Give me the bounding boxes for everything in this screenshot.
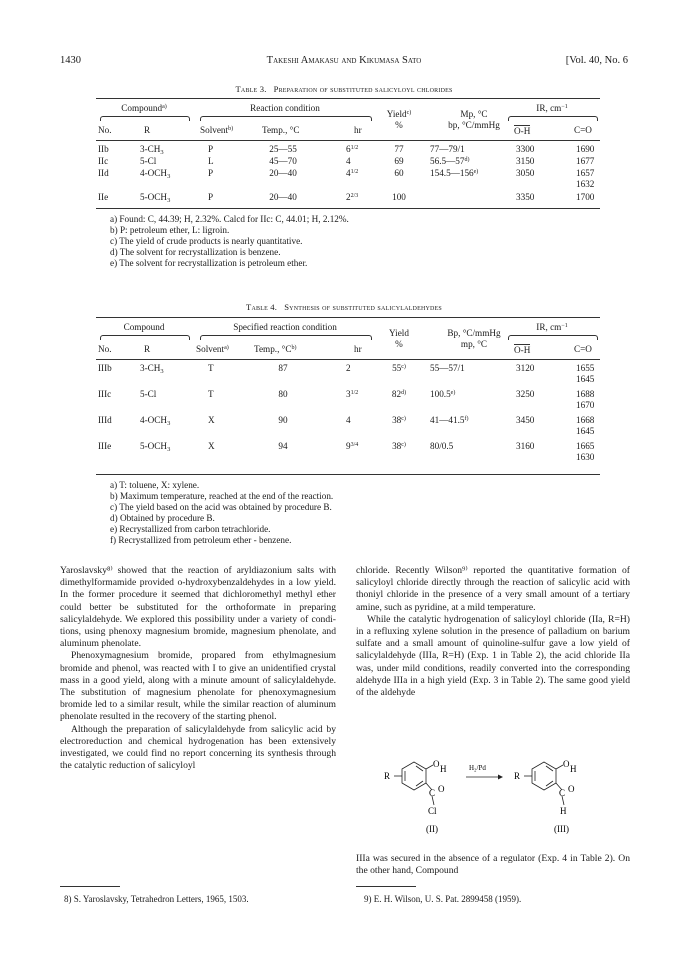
scheme-o2-left: O — [438, 784, 445, 794]
t3-head-bp: bp, °C/mmHg — [448, 120, 500, 130]
table-cell-r: 5-Cl — [140, 156, 157, 166]
table-cell-co: 1688 — [576, 389, 595, 399]
table-cell-temp: 90 — [278, 415, 288, 425]
t3-head-r: R — [144, 125, 151, 135]
table-cell-hr: $4^{1/2}$ — [346, 168, 359, 178]
paragraph: Phenoxymagnesium bromide, propared from ethylmagnesium bromide and phenol, was reacted with I to give an unidentified crystal mass in a good yield, along with a minute amount of salicylaldehyde. The substitution of magnesium phenolate for phenoxymagnesium bromide led to a similar result, while the similar reaction of aluminum phenolate resulted in the recovery of the starting phenol. — [60, 650, 336, 723]
table3-notes — [110, 214, 349, 269]
table4-mid-rule — [96, 359, 600, 360]
t3-head-hr: hr — [354, 125, 362, 135]
t3-head-solvent: Solvent$^{b)}$ — [200, 125, 234, 135]
table-cell-solvent: T — [208, 363, 214, 373]
table-cell-mpbp: 56.5—57$^{d)}$ — [430, 156, 470, 166]
table-cell-hr: $2^{2/3}$ — [346, 192, 359, 202]
table-cell-hr: $9^{3/4}$ — [346, 441, 359, 451]
scheme-c-left: C — [429, 788, 436, 798]
t4-head-reaction: Specified reaction condition — [233, 322, 337, 332]
scheme-o-right: O — [563, 759, 570, 769]
table4-bottom-rule — [96, 474, 600, 475]
table-cell-bp: 100.5$^{e)}$ — [430, 389, 456, 399]
table-cell-co: 1655 — [576, 363, 595, 373]
table-cell-no: IIId — [98, 415, 112, 425]
t3-head-ir: IR, $cm^{-1}$ — [536, 103, 568, 113]
table4-note: f) Recrystallized from petroleum ether - benzene. — [110, 535, 292, 545]
t4-head-compound: Compound — [123, 322, 165, 332]
table-cell-yield: 55$^{c)}$ — [392, 363, 406, 373]
table-cell-yield: 82$^{d)}$ — [391, 389, 407, 399]
table3-note: d) The solvent for recrystallization is benzene. — [110, 247, 281, 257]
paragraph: Yaroslavsky⁸⁾ showed that the reaction of aryldiazonium salts with dimethylformamide provided o-hydroxybenzaldehydes in a low yield. In the former procedure it seemed that dichloromethyl methyl ether could better be substituted for the orthoformate in preparing salicylaldehyde. We explored this possibility under a variety of conditions, using phenoxy magnesium bromide, magnesium phenolate, and aluminum phenolate. — [60, 565, 336, 650]
scheme-h-left: H — [440, 764, 447, 774]
reaction-scheme — [356, 756, 630, 850]
table-cell-temp: 25—55 — [269, 144, 297, 154]
scheme-cl: Cl — [428, 806, 437, 816]
table3-caption — [0, 84, 688, 94]
table-cell-co: 1700 — [576, 192, 595, 202]
table3-caption-title: Preparation of substituted salicyloyl chlorides — [273, 84, 453, 94]
table-cell-yield: 60 — [394, 168, 404, 178]
table-cell-temp: 87 — [278, 363, 288, 373]
table4-top-rule — [96, 317, 600, 318]
table-cell-solvent: L — [208, 156, 214, 166]
table-cell-r: $4-OCH_3$ — [140, 168, 171, 180]
table-cell-co: 1645 — [576, 426, 595, 436]
table-cell-r: $3-CH_3$ — [140, 144, 164, 156]
table-cell-solvent: P — [208, 192, 214, 202]
table-cell-no: IIIc — [98, 389, 112, 399]
t3-head-temp: Temp., °C — [262, 125, 300, 135]
table-cell-hr: 2 — [346, 363, 351, 373]
table3-note: a) Found: C, 44.39; H, 2.32%. Calcd for IIc: C, 44.01; H, 2.12%. — [110, 214, 349, 224]
paragraph: Although the preparation of salicylaldehyde from salicylic acid by electroreduction and chemical hydrogenation has been extensively investigated, we could find no report concerning its synthesis through the catalytic reduction of salicyloyl — [60, 723, 336, 772]
t4-head-temp: Temp., $^\circ C^{b)}$ — [254, 344, 297, 354]
table-cell-co: 1677 — [576, 156, 595, 166]
t4-head-bp: Bp, °C/mmHg — [447, 328, 501, 338]
table4-caption-label: Table 4. — [246, 302, 278, 312]
table-cell-yield: 38$^{c)}$ — [392, 441, 406, 451]
table3-body — [96, 144, 600, 204]
table-cell-oh: 3160 — [516, 441, 535, 451]
benzene-ring-right — [524, 762, 564, 805]
scheme-label-left: (II) — [426, 824, 438, 834]
table-cell-co: 1668 — [576, 415, 595, 425]
table-cell-yield: 77 — [394, 144, 404, 154]
paragraph: chloride. Recently Wilson⁹⁾ reported the quantitative formation of salicyloyl chloride directly through the reaction of salicylic acid with thoniyl chloride in the presence of a very small amount of a tertiary amine, such as pyridine, at a mild temperature. — [356, 565, 630, 613]
table-cell-bp: 55—57/1 — [430, 363, 465, 373]
table-cell-mpbp: 154.5—156$^{e)}$ — [430, 168, 479, 178]
t4-head-no: No. — [98, 344, 112, 354]
table-cell-r: $5-OCH_3$ — [140, 192, 171, 204]
journal-volume: [Vol. 40, No. 6 — [565, 55, 628, 66]
table-cell-no: IIIe — [98, 441, 112, 451]
table-cell-oh: 3350 — [516, 192, 535, 202]
table-cell-yield: 38$^{c)}$ — [392, 415, 406, 425]
table-cell-solvent: T — [208, 389, 214, 399]
scheme-h-aldehyde: H — [560, 806, 567, 816]
table-cell-hr: 4 — [346, 156, 351, 166]
benzene-ring-left — [394, 762, 434, 805]
footnote-rule-left — [60, 886, 120, 887]
table-cell-co: 1665 — [576, 441, 595, 451]
arrow-head-icon — [498, 775, 503, 780]
body-right-continued — [356, 853, 630, 877]
table-cell-solvent: P — [208, 144, 214, 154]
paragraph: IIIa was secured in the absence of a regulator (Exp. 4 in Table 2). On the other hand, Compound — [356, 853, 630, 877]
t3-head-compound: Compound$^{a)}$ — [121, 103, 167, 113]
paragraph: While the catalytic hydrogenation of salicyloyl chloride (IIa, R=H) in a refluxing xylene solution in the presence of palladium on barium sulfate and a small amount of quinoline-sulfur gave a low yield of salicylaldehyde (IIIa, R=H) (Exp. 1 in Table 2), the acid chloride IIa was, under mild conditions, readily converted into the corresponding aldehyde IIIa in a high yield (Exp. 3 in Table 2). The same good yield of the aldehyde — [356, 613, 630, 699]
t3-head-no: No. — [98, 125, 112, 135]
table-cell-co: 1690 — [576, 144, 595, 154]
table3-caption-label: Table 3. — [235, 84, 267, 94]
t3-head-oh: O-H — [514, 126, 531, 136]
table-cell-co: 1632 — [576, 179, 595, 189]
table-cell-bp: 80/0.5 — [430, 441, 454, 451]
table3-top-rule — [96, 98, 600, 99]
table4-notes — [110, 480, 333, 546]
table-cell-co: 1657 — [576, 168, 595, 178]
table3-note: b) P: petroleum ether, L: ligroin. — [110, 225, 230, 235]
table-cell-hr: $6^{1/2}$ — [346, 144, 359, 154]
table4-body — [96, 363, 600, 475]
scheme-label-right: (III) — [554, 824, 569, 834]
t4-head-yield-unit: % — [395, 339, 403, 349]
table-cell-no: IIc — [98, 156, 109, 166]
t3-head-reaction: Reaction condition — [250, 103, 320, 113]
t4-head-mp: mp, °C — [460, 339, 488, 349]
t4-head-r: R — [144, 344, 151, 354]
t4-head-yield: Yield — [389, 328, 409, 338]
table4-note: a) T: toluene, X: xylene. — [110, 480, 200, 490]
table-cell-solvent: X — [208, 441, 215, 451]
scheme-reagent: H₂/Pd — [469, 764, 486, 772]
footnote-8: 8) S. Yaroslavsky, Tetrahedron Letters, 1965, 1503. — [64, 894, 249, 904]
table-cell-yield: 100 — [392, 192, 406, 202]
t4-head-oh: O-H — [514, 345, 531, 355]
table-cell-no: IId — [98, 168, 109, 178]
table4-note: c) The yield based on the acid was obtained by procedure B. — [110, 502, 332, 512]
body-left-column — [60, 565, 336, 772]
table-cell-oh: 3250 — [516, 389, 535, 399]
table-cell-co: 1670 — [576, 400, 595, 410]
table-cell-r: $3-CH_3$ — [140, 363, 164, 375]
table-cell-r: $5-OCH_3$ — [140, 441, 171, 453]
table4-note: e) Recrystallized from carbon tetrachloride. — [110, 524, 271, 534]
table4-note: b) Maximum temperature, reached at the end of the reaction. — [110, 491, 334, 501]
footnote-9: 9) E. H. Wilson, U. S. Pat. 2899458 (1959). — [364, 894, 522, 904]
t3-head-mp: Mp, °C — [460, 109, 488, 119]
table-cell-oh: 3120 — [516, 363, 535, 373]
table4-caption — [0, 302, 688, 312]
table-cell-temp: 20—40 — [269, 192, 297, 202]
table-cell-r: 5-Cl — [140, 389, 157, 399]
scheme-o2-right: O — [568, 784, 575, 794]
scheme-c-right: C — [559, 788, 566, 798]
t3-head-co: C=O — [574, 125, 592, 135]
table-cell-oh: 3150 — [516, 156, 535, 166]
table4-note: d) Obtained by procedure B. — [110, 513, 215, 523]
running-authors: Takeshi Amakasu and Kikumasa Sato — [266, 55, 422, 66]
table-cell-bp: 41—41.5$^{f)}$ — [430, 415, 469, 425]
scheme-h-right: H — [570, 764, 577, 774]
table-cell-co: 1645 — [576, 374, 595, 384]
scheme-r-right: R — [514, 771, 521, 781]
table3-mid-rule — [96, 140, 600, 141]
table3-note: e) The solvent for recrystallization is petroleum ether. — [110, 258, 308, 268]
table-cell-no: IIb — [98, 144, 109, 154]
table-cell-temp: 20—40 — [269, 168, 297, 178]
table-cell-temp: 80 — [278, 389, 288, 399]
table-cell-co: 1630 — [576, 452, 595, 462]
table-cell-oh: 3300 — [516, 144, 535, 154]
table-cell-temp: 45—70 — [269, 156, 297, 166]
table-cell-solvent: P — [208, 168, 214, 178]
t4-head-co: C=O — [574, 344, 592, 354]
table-cell-mpbp: 77—79/1 — [430, 144, 465, 154]
table-cell-solvent: X — [208, 415, 215, 425]
footnote-rule-right — [356, 886, 416, 887]
table3-header — [96, 103, 600, 139]
body-right-column — [356, 565, 630, 699]
table-cell-r: $4-OCH_3$ — [140, 415, 171, 427]
scheme-r-left: R — [384, 771, 391, 781]
table4-header — [96, 322, 600, 358]
table-cell-oh: 3050 — [516, 168, 535, 178]
t4-head-hr: hr — [354, 344, 362, 354]
t4-head-ir: IR, $cm^{-1}$ — [536, 322, 568, 332]
table-cell-temp: 94 — [278, 441, 288, 451]
table-cell-no: IIe — [98, 192, 109, 202]
scheme-o-left: O — [433, 759, 440, 769]
table-cell-hr: 4 — [346, 415, 351, 425]
t3-head-yield-unit: % — [395, 120, 403, 130]
table-cell-no: IIIb — [98, 363, 112, 373]
table3-bottom-rule — [96, 208, 600, 209]
table-cell-yield: 69 — [394, 156, 404, 166]
table4-caption-title: Synthesis of substituted salicylaldehydes — [284, 302, 442, 312]
t3-head-yield: Yield$^{c)}$ — [386, 109, 412, 119]
table-cell-hr: $3^{1/2}$ — [346, 389, 359, 399]
t4-head-solvent: Solvent$^{a)}$ — [196, 344, 229, 354]
table-cell-oh: 3450 — [516, 415, 535, 425]
page-number: 1430 — [60, 55, 81, 66]
table3-note: c) The yield of crude products is nearly quantitative. — [110, 236, 303, 246]
